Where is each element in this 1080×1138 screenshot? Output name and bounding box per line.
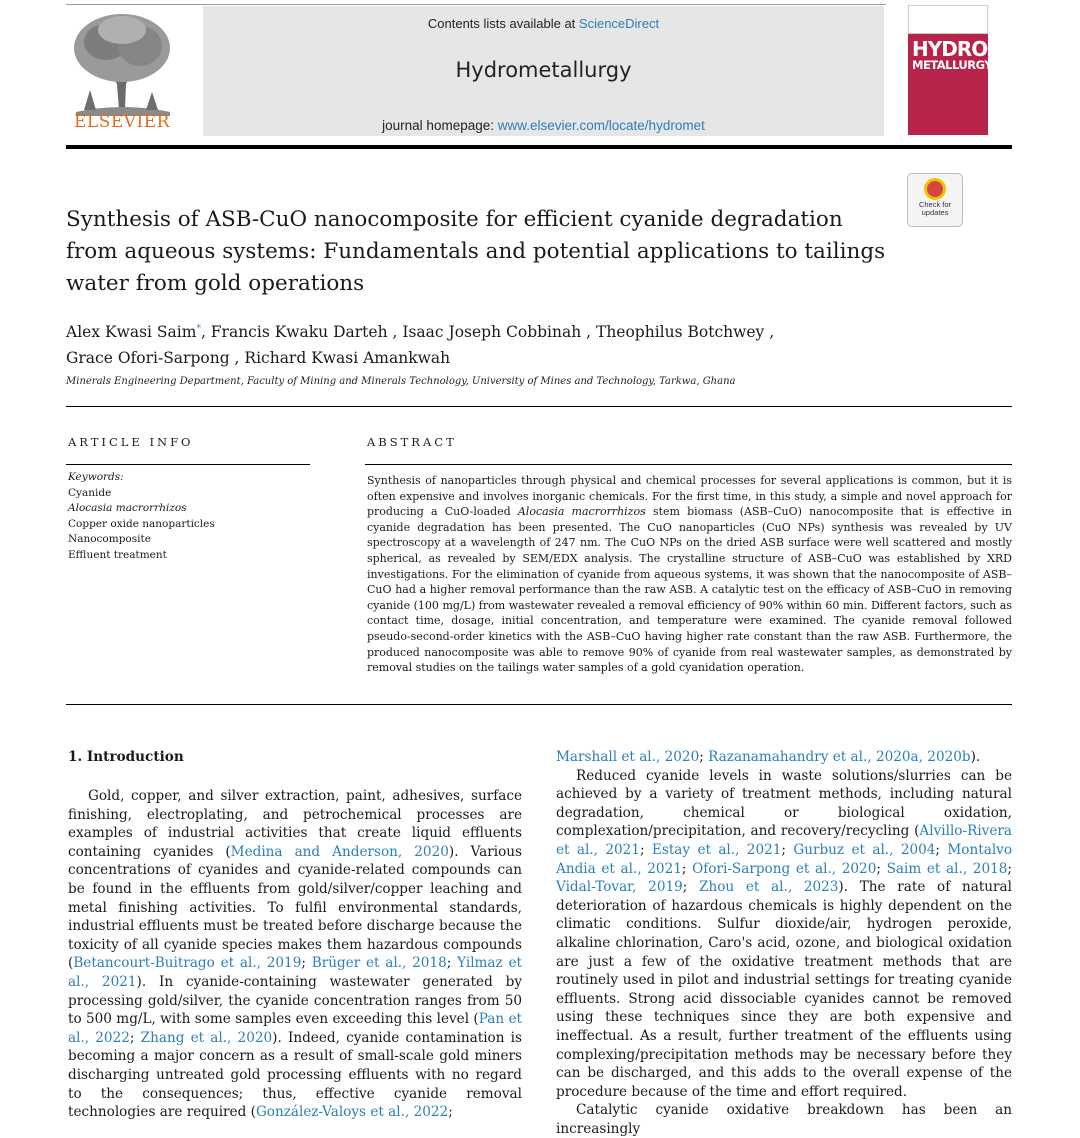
affiliation: Minerals Engineering Department, Faculty of Mining and Minerals Technology, University of Mines and Technology, Tarkwa, Ghana: [66, 376, 736, 387]
citation-link[interactable]: Brüger et al., 2018: [311, 955, 447, 972]
citation-link[interactable]: Betancourt-Buitrago et al., 2019: [73, 955, 302, 972]
paragraph: Reduced cyanide levels in waste solutions/slurries can be achieved by a variety of treatment methods, including natural degradation, chemical or biological oxidation, complexation/precipitation, and recovery/recycling (Alvillo-Rivera et al., 2021; Estay et al., 2021; Gurbuz et al., 2004; Montalvo Andia et al., 2021; Ofori-Sarpong et al., 2020; Saim et al., 2018; Vidal-Tovar, 2019; Zhou et al., 2023). The rate of natural deterioration of hazardous chemicals is highly dependent on the climatic conditions. Sulfur dioxide/air, hydrogen peroxide, alkaline chlorination, Caro's acid, ozone, and biological oxidation are just a few of the oxidative treatment methods that are routinely used in pilot and industrial settings for treating cyanide effluents. Strong acid dissociable cyanides cannot be removed using these techniques since they are both expensive and ineffectual. As a result, further treatment of the effluents using complexing/precipitation methods may be necessary before they can be discharged, and this adds to the overall expense of the procedure because of the time and effort required.: [556, 767, 1013, 1100]
check-updates-icon: [924, 178, 946, 200]
paragraph: Gold, copper, and silver extraction, paint, adhesives, surface finishing, electroplating, and petrochemical processes are examples of industrial activities that create liquid effluents containing cyanides (Medina and Anderson, 2020). Various concentrations of cyanides and cyanide-related compounds can be found in the effluents from gold/silver/copper leaching and metal finishing activities. To fulfil environmental standards, industrial effluents must be treated before discharge because the toxicity of all cyanide species makes them hazardous compounds (Betancourt-Buitrago et al., 2019; Brüger et al., 2018; Yilmaz et al., 2021). In cyanide-containing wastewater generated by processing gold/silver, the cyanide concentration ranges from 50 to 500 mg/L, with some samples even exceeding this level (Pan et al., 2022; Zhang et al., 2020). Indeed, cyanide contamination is becoming a major concern as a result of small-scale gold miners discharging untreated gold processing effluents with no regard to the consequences; thus, effective cyanide removal technologies are required (González-Valoys et al., 2022;: [68, 788, 523, 1121]
header-thick-rule: [66, 145, 1012, 149]
authors-line2: Grace Ofori-Sarpong , Richard Kwasi Amankwah: [66, 349, 451, 368]
citation-link[interactable]: Estay et al., 2021: [651, 841, 782, 858]
journal-homepage-link[interactable]: www.elsevier.com/locate/hydromet: [497, 118, 705, 133]
journal-masthead: [203, 6, 884, 136]
elsevier-logo: [66, 6, 178, 136]
keyword-item: Alocasia macrorrhizos: [68, 502, 187, 515]
sciencedirect-link[interactable]: ScienceDirect: [578, 16, 660, 31]
citation-link[interactable]: Gurbuz et al., 2004: [793, 841, 936, 858]
citation-link[interactable]: Alvillo-Rivera et al., 2021: [556, 823, 1012, 858]
cover-title-1: HYDRO: [912, 37, 988, 61]
authors-line1-rest: , Francis Kwaku Darteh , Isaac Joseph Cobbinah , Theophilus Botchwey ,: [200, 323, 775, 342]
abstract-text: Synthesis of nanoparticles through physical and chemical processes for several applications is common, but it is often expensive and involves inorganic chemicals. For the first time, in this study, a simple and novel approach for producing a CuO-loaded Alocasia macrorrhizos stem biomass (ASB–CuO) nanocomposite that is effective in cyanide degradation has been presented. The CuO nanoparticles (CuO NPs) synthesis was revealed by UV spectroscopy at a wavelength of 247 nm. The CuO NPs on the dried ASB surface were well scattered and mostly spherical, as revealed by SEM/EDX analysis. The crystalline structure of ASB–CuO was established by XRD investigations. For the elimination of cyanide from aqueous systems, it was shown that the nanocomposite of ASB–CuO had a higher removal performance than the raw ASB. A catalytic test on the efficacy of ASB–CuO in removing cyanide (100 mg/L) from wastewater revealed a removal efficiency of 90% within 60 min. Different factors, such as contact time, dosage, initial concentration, and temperature were examined. The cyanide removal followed pseudo-second-order kinetics with the ASB–CuO having higher rate constant than the raw ASB. Furthermore, the produced nanocomposite was able to remove 90% of cyanide from real wastewater samples, as demonstrated by removal studies on the tailings water samples of a gold cyanidation operation.: [367, 474, 1012, 675]
keyword-item: Effluent treatment: [68, 548, 167, 561]
abstract-rule: [365, 464, 1012, 465]
citation-link[interactable]: Saim et al., 2018: [886, 860, 1008, 877]
citation-link[interactable]: Pan et al., 2022: [68, 1011, 522, 1046]
citation-link[interactable]: Razanamahandry et al., 2020a, 2020b: [708, 749, 971, 765]
article-info-rule: [66, 464, 310, 465]
keyword-item: Cyanide: [68, 486, 112, 499]
article-title: Synthesis of ASB-CuO nanocomposite for efficient cyanide degradation from aqueous systems: Fundamentals and potential applications to tailings water from gold operations: [66, 207, 886, 296]
paragraph-continuation: Marshall et al., 2020; Razanamahandry et al., 2020a, 2020b).: [556, 749, 981, 765]
citation-link[interactable]: Ofori-Sarpong et al., 2020: [692, 860, 877, 877]
keyword-item: Copper oxide nanoparticles: [68, 517, 215, 530]
cover-title-2: METALLURGY: [912, 58, 993, 72]
citation-link[interactable]: Marshall et al., 2020: [556, 749, 700, 765]
citation-link[interactable]: González-Valoys et al., 2022: [255, 1104, 449, 1121]
section-heading-introduction: 1. Introduction: [68, 749, 184, 765]
homepage-line: journal homepage: www.elsevier.com/locate/hydromet: [382, 118, 705, 133]
publisher-wordmark: ELSEVIER: [74, 112, 170, 132]
citation-link[interactable]: Montalvo Andia et al., 2021: [556, 841, 1013, 877]
citation-link[interactable]: Zhang et al., 2020: [140, 1029, 273, 1046]
contents-line: Contents lists available at ScienceDirect: [427, 16, 660, 31]
keywords-block: [68, 470, 308, 564]
body-column-left: [68, 787, 522, 1122]
abstract-bottom-rule: [66, 704, 1012, 705]
citation-link[interactable]: Yilmaz et al., 2021: [68, 955, 522, 990]
header-top-rule: [66, 4, 886, 5]
citation-link[interactable]: Zhou et al., 2023: [699, 879, 839, 896]
cover-top-strip: [908, 5, 988, 34]
article-info-heading: ARTICLE INFO: [68, 435, 194, 449]
keywords-label: Keywords:: [68, 471, 124, 483]
citation-link[interactable]: Medina and Anderson, 2020: [230, 843, 449, 860]
title-rule: [66, 406, 1012, 407]
body-column-right: [556, 748, 1012, 1138]
citation-link[interactable]: Vidal-Tovar, 2019: [556, 879, 683, 896]
check-updates-label: Check for updates: [918, 200, 952, 217]
author-saim[interactable]: Alex Kwasi Saim: [66, 323, 197, 342]
corresponding-author-mark[interactable]: *: [196, 324, 201, 334]
journal-cover[interactable]: [908, 5, 993, 135]
check-for-updates-badge[interactable]: [907, 173, 963, 227]
paragraph: Catalytic cyanide oxidative breakdown has been an increasingly: [556, 1102, 1012, 1137]
journal-name: Hydrometallurgy: [455, 58, 632, 82]
keyword-item: Nanocomposite: [68, 533, 151, 546]
abstract-heading: ABSTRACT: [367, 435, 457, 449]
author-list: [66, 316, 966, 371]
